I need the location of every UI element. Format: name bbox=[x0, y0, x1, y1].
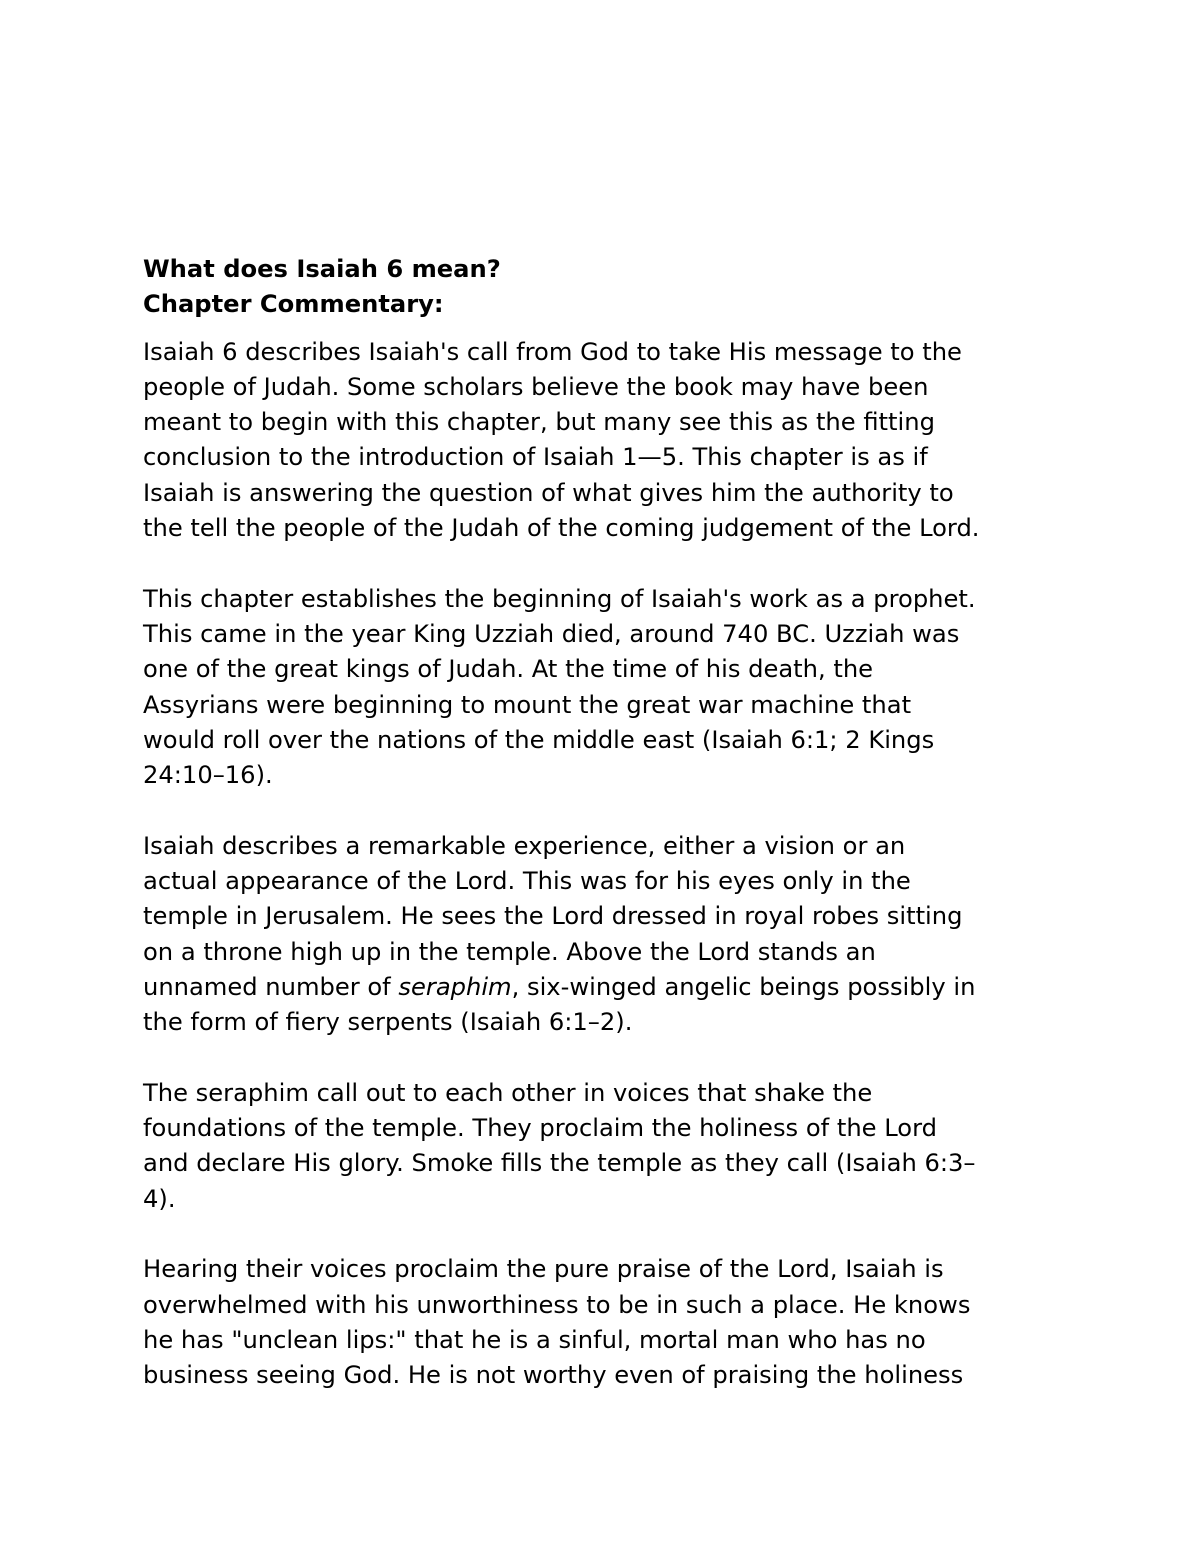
spacer bbox=[143, 546, 1073, 581]
paragraph-3 bbox=[143, 829, 1073, 1041]
document-subtitle: Chapter Commentary: bbox=[143, 290, 444, 319]
spacer bbox=[143, 1217, 1073, 1252]
paragraph-3-text-after: , six-winged angelic beings possibly in the form of fiery serpents (Isaiah 6:1–2). bbox=[143, 972, 976, 1037]
document-title: What does Isaiah 6 mean? bbox=[143, 255, 501, 283]
paragraph-3-italic-term: seraphim bbox=[398, 972, 512, 1001]
paragraph-3-text-before: Isaiah describes a remarkable experience, either a vision or an actual appearance of the Lord. This was for his eyes only in the temple in Jerusalem. He sees the Lord dressed in royal robes sitting on a throne high up in the temple. Above the Lord stands an unnamed number of bbox=[143, 831, 963, 1001]
paragraph-2: This chapter establishes the beginning of Isaiah's work as a prophet. This came in the year King Uzziah died, around 740 BC. Uzziah was one of the great kings of Judah. At the time of his death, the Assyrians were beginning to mount the great war machine that would roll over the nations of the middle east (Isaiah 6:1; 2 Kings 24:10–16). bbox=[143, 584, 976, 790]
spacer bbox=[143, 323, 1073, 335]
spacer bbox=[143, 1041, 1073, 1076]
spacer bbox=[143, 793, 1073, 828]
paragraph-5: Hearing their voices proclaim the pure praise of the Lord, Isaiah is overwhelmed with his unworthiness to be in such a place. He knows he has "unclean lips:" that he is a sinful, mortal man who has no business seeing God. He is not worthy even of praising the holiness bbox=[143, 1255, 971, 1390]
document-page bbox=[143, 252, 1073, 1394]
paragraph-4: The seraphim call out to each other in voices that shake the foundations of the temple. They proclaim the holiness of the Lord and declare His glory. Smoke fills the temple as they call (Isaiah 6:3– 4). bbox=[143, 1078, 976, 1213]
paragraph-1: Isaiah 6 describes Isaiah's call from God to take His message to the people of Judah. Some scholars believe the book may have been meant to begin with this chapter, but many see this as the fitting conclusion to the introduction of Isaiah 1—5. This chapter is as if Isaiah is answering the question of what gives him the authority to the tell the people of the Judah of the coming judgement of the Lord. bbox=[143, 337, 980, 543]
